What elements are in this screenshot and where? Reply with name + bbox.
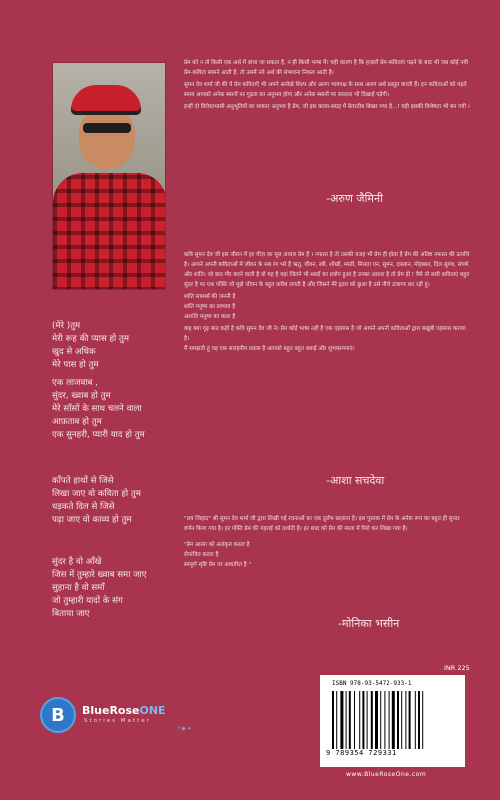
poem-line: लिखा जाए वो कविता हो तुम	[52, 489, 141, 499]
review-paragraph: शांति सामर्थ्य की जननी है शांति मनुष्य का स्वभाव है अशांति मनुष्य का काल है	[184, 294, 236, 320]
review-paragraph: कवि सुमन देव जी इस जीवन में हर चीज़ का मूल आधार प्रेम है । नफरत है तो उसकी वजह भी प्रेम ही होता है प्रेम की अतिष्ट नफरत की उत्पत्ति है। आपने अपनी कविताओं में जीवन के सब रंग भरे है ऋतु, यौवन, स्त्री, शोखी, मस्ती, मिलता एन, सुमन, दास्तान, मोहब्बत, दिल सुगंध, संघर्ष और शांति। जो बात गौर करने वाली है वो यह है यहां जितने भी शब्दों का प्रयोग हुआ है उनका आधार है तो प्रेम ही ! वैसे तो सारी कविताएं बहुत सुंदर है पर एक पंक्ति जो मुझे जीवन के बहुत करीब लगती है और जिसने मेरे हृदय को छुआ है उसे नीचे उजागर कर रहीं हूं।	[184, 252, 470, 288]
barcode-bars	[330, 691, 455, 749]
poem-stanza-4	[52, 556, 177, 621]
review-author-arun: -अरुण जैमिनी	[326, 192, 383, 205]
poem-line: जिस में तुम्हारे ख्वाब समा जाए	[52, 570, 147, 580]
review-author-asha: -आशा सचदेवा	[326, 474, 385, 487]
publisher-name	[82, 704, 166, 717]
publisher-website: www.BlueRoseOne.com	[346, 771, 427, 778]
poem-line: बिताया जाए	[52, 609, 90, 619]
review-paragraph: "प्रेम आत्मा को अलंकृत करता है रोमांचित करता है सम्पूर्ण सृष्टि प्रेम पर आधारित है "	[184, 542, 252, 568]
photo-glasses	[83, 123, 131, 133]
poem-line: मेरे पास हो तुम	[52, 360, 99, 370]
review-author-monika: -मोनिका भसीन	[338, 617, 400, 630]
poem-line: सुहाना है वो समाँ	[52, 583, 105, 593]
poem-stanza-1	[52, 320, 177, 372]
poem-line: एक लाजवाब ,	[52, 378, 98, 388]
poem-stanza-3	[52, 475, 177, 527]
poem-stanza-2	[52, 377, 177, 442]
photo-face	[79, 107, 135, 169]
publisher-name-main: BlueRose	[82, 704, 140, 717]
publisher-tagline: Stories Matter	[84, 718, 151, 724]
review-asha	[184, 250, 470, 356]
poem-line: काँपते हाथों से जिसे	[52, 476, 114, 486]
isbn-barcode	[320, 675, 465, 767]
publisher-logo-icon: B	[40, 697, 76, 733]
photo-shirt	[53, 173, 166, 290]
author-photo	[52, 62, 166, 290]
poem-line: मेरे साँसों के साथ चलने वाला	[52, 404, 142, 414]
review-paragraph: वाह क्या गूढ़ बात कही है कवि सुमन देव जी ने। प्रेम कोई भाषा नहीं है एक एहसास है जो आपने अपनी कविताओं द्वारा बखूबी एहसास कराया है। मैं समझती हूं यह एक सराहनीय प्रयास है आपको बहुत बहुत बधाई और शुभकामनाएं।	[184, 326, 466, 352]
poem-line: धड़कते दिल से जिसे	[52, 502, 115, 512]
review-monika	[184, 514, 470, 572]
poem-line: खुद से अधिक	[52, 347, 96, 357]
review-paragraph: सुमन देव शर्मा जी की ये प्रेम कविताएँ भी अपने अनोखे शिल्प और अलग भावपक्ष के साथ अलग अर्थ प्रस्तुत करती हैं। इन कविताओं को पढ़ते समय आपको अनेक स्थानों पर गुढ़ता का अनुभव होगा और अनेक स्थानों पर सरलता भी दिखाई पड़ेगी।	[184, 82, 467, 98]
review-paragraph: इन्हीं दो विरोधाभासी अनुभूतियों का साकार अनुभव है प्रेम, जो इस काव्य-संग्रह में बेतरतीब बिखर गया है...! यही इसकी विशेषता भी बन गयी ।	[184, 104, 470, 110]
poem-line: एक सुनहरी, प्यारी याद हो तुम	[52, 430, 145, 440]
review-paragraph: "लव जिहाद" श्री सुमन देव शर्मा जी द्वारा लिखी गई रचनाओं का एक दुर्लभ खज़ाना है। इस पुस्तक में प्रेम के अनेक रूप का बहुत ही सुन्दर वर्णन किया गया है। हर पंक्ति प्रेम की गहराई को दर्शाती है। हर शब्द को प्रेम की माला में पिरो कर लिखा गया है।	[184, 516, 460, 532]
poem-line: पढ़ा जाए वो काव्य हो तुम	[52, 515, 132, 525]
social-icons: f ◉ ✦	[178, 726, 192, 732]
poem-line: सुंदर है वो आँखे	[52, 557, 102, 567]
poem-line: मेरी रूह की प्यास हो तुम	[52, 334, 130, 344]
publisher-name-accent: ONE	[139, 704, 166, 717]
poem-line: आफ़ताब हो तुम	[52, 417, 102, 427]
review-arun	[184, 58, 470, 114]
isbn-number: 9 789354 729331	[326, 749, 397, 757]
poem-line: (मेरे )तुम	[52, 321, 81, 331]
isbn-text: ISBN 978-93-5472-933-1	[332, 680, 412, 687]
review-paragraph: प्रेम को न तो किसी एक अर्थ में बांधा जा सकता है, न ही किसी भाषा में। यही कारण है कि हज़ारों प्रेम-कविताएं पढ़ने के बाद भी जब कोई नयी प्रेम-कविता सामने आती है, तो उसमें नये अर्थ की संभावना निकल आती है।	[184, 60, 469, 76]
poem-line: सुंदर, ख्वाब हो तुम	[52, 391, 111, 401]
photo-cap	[71, 85, 141, 115]
price-label: INR 225	[444, 664, 470, 672]
poem-line: जो तुम्हारी यादों के संग	[52, 596, 123, 606]
